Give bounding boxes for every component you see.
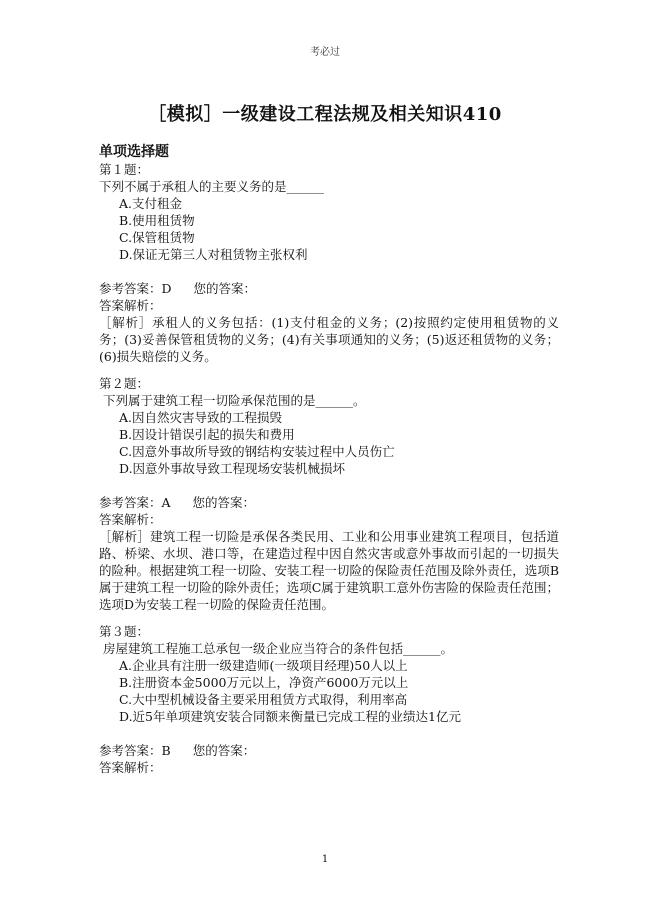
- option-c: C.保管租赁物: [119, 230, 195, 245]
- option-b: B.因设计错误引起的损失和费用: [119, 427, 295, 442]
- reference-answer: 参考答案：D: [99, 281, 172, 296]
- your-answer-label: 您的答案：: [192, 495, 256, 510]
- answer-row: [99, 742, 559, 759]
- question-number: 第３题：: [99, 624, 150, 639]
- option-c: C.因意外事故所导致的钢结构安装过程中人员伤亡: [119, 444, 395, 459]
- analysis-label: 答案解析：: [99, 298, 162, 313]
- question-stem: 房屋建筑工程施工总承包一级企业应当符合的条件包括______。: [103, 641, 454, 656]
- your-answer-label: 您的答案：: [193, 281, 257, 296]
- analysis-text: ［解析］承租人的义务包括：(1)支付租金的义务；(2)按照约定使用租赁物的义务；(3)妥善保管租赁物的义务；(4)有关事项通知的义务；(5)返还租赁物的义务；(6)损失赔偿的义务。: [99, 315, 559, 364]
- option-b: B.注册资本金5000万元以上，净资产6000万元以上: [119, 675, 409, 690]
- question-3: [99, 623, 559, 776]
- option-d: D.近5年单项建筑安装合同额来衡量已完成工程的业绩达1亿元: [119, 709, 461, 724]
- option-d: D.因意外事故导致工程现场安装机械损坏: [119, 461, 346, 476]
- option-a: A.因自然灾害导致的工程损毁: [119, 410, 283, 425]
- section-title: 单项选择题: [99, 144, 169, 160]
- your-answer-label: 您的答案：: [192, 743, 256, 758]
- document-body: [99, 143, 559, 776]
- reference-answer: 参考答案：B: [99, 743, 171, 758]
- option-d: D.保证无第三人对租赁物主张权利: [119, 247, 308, 262]
- analysis-label: 答案解析：: [99, 760, 162, 775]
- answer-row: [99, 280, 559, 297]
- answer-row: [99, 494, 559, 511]
- reference-answer: 参考答案：A: [99, 495, 171, 510]
- option-a: A.企业具有注册一级建造师(一级项目经理)50人以上: [119, 658, 408, 673]
- question-stem: 下列属于建筑工程一切险承保范围的是______。: [103, 393, 366, 408]
- option-b: B.使用租赁物: [119, 213, 195, 228]
- option-c: C.大中型机械设备主要采用租赁方式取得，利用率高: [119, 692, 408, 707]
- analysis-label: 答案解析：: [99, 512, 162, 527]
- question-number: 第１题：: [99, 162, 150, 177]
- question-1: [99, 161, 559, 365]
- question-2: [99, 375, 559, 613]
- option-a: A.支付租金: [119, 196, 183, 211]
- question-stem: 下列不属于承租人的主要义务的是______: [99, 179, 325, 194]
- page-header: 考必过: [310, 47, 340, 58]
- page-title: ［模拟］一级建设工程法规及相关知识410: [148, 104, 502, 125]
- question-number: 第２题：: [99, 376, 150, 391]
- page-number: 1: [321, 854, 329, 865]
- analysis-text: ［解析］建筑工程一切险是承保各类民用、工业和公用事业建筑工程项目，包括道路、桥梁、水坝、港口等，在建造过程中因自然灾害或意外事故而引起的一切损失的险种。根据建筑工程一切险、安装工程一切险的保险责任范围及除外责任，选项B属于建筑工程一切险的除外责任；选项C属于建筑职工意外伤害险的保险责任范围；选项D为安装工程一切险的保险责任范围。: [99, 529, 559, 612]
